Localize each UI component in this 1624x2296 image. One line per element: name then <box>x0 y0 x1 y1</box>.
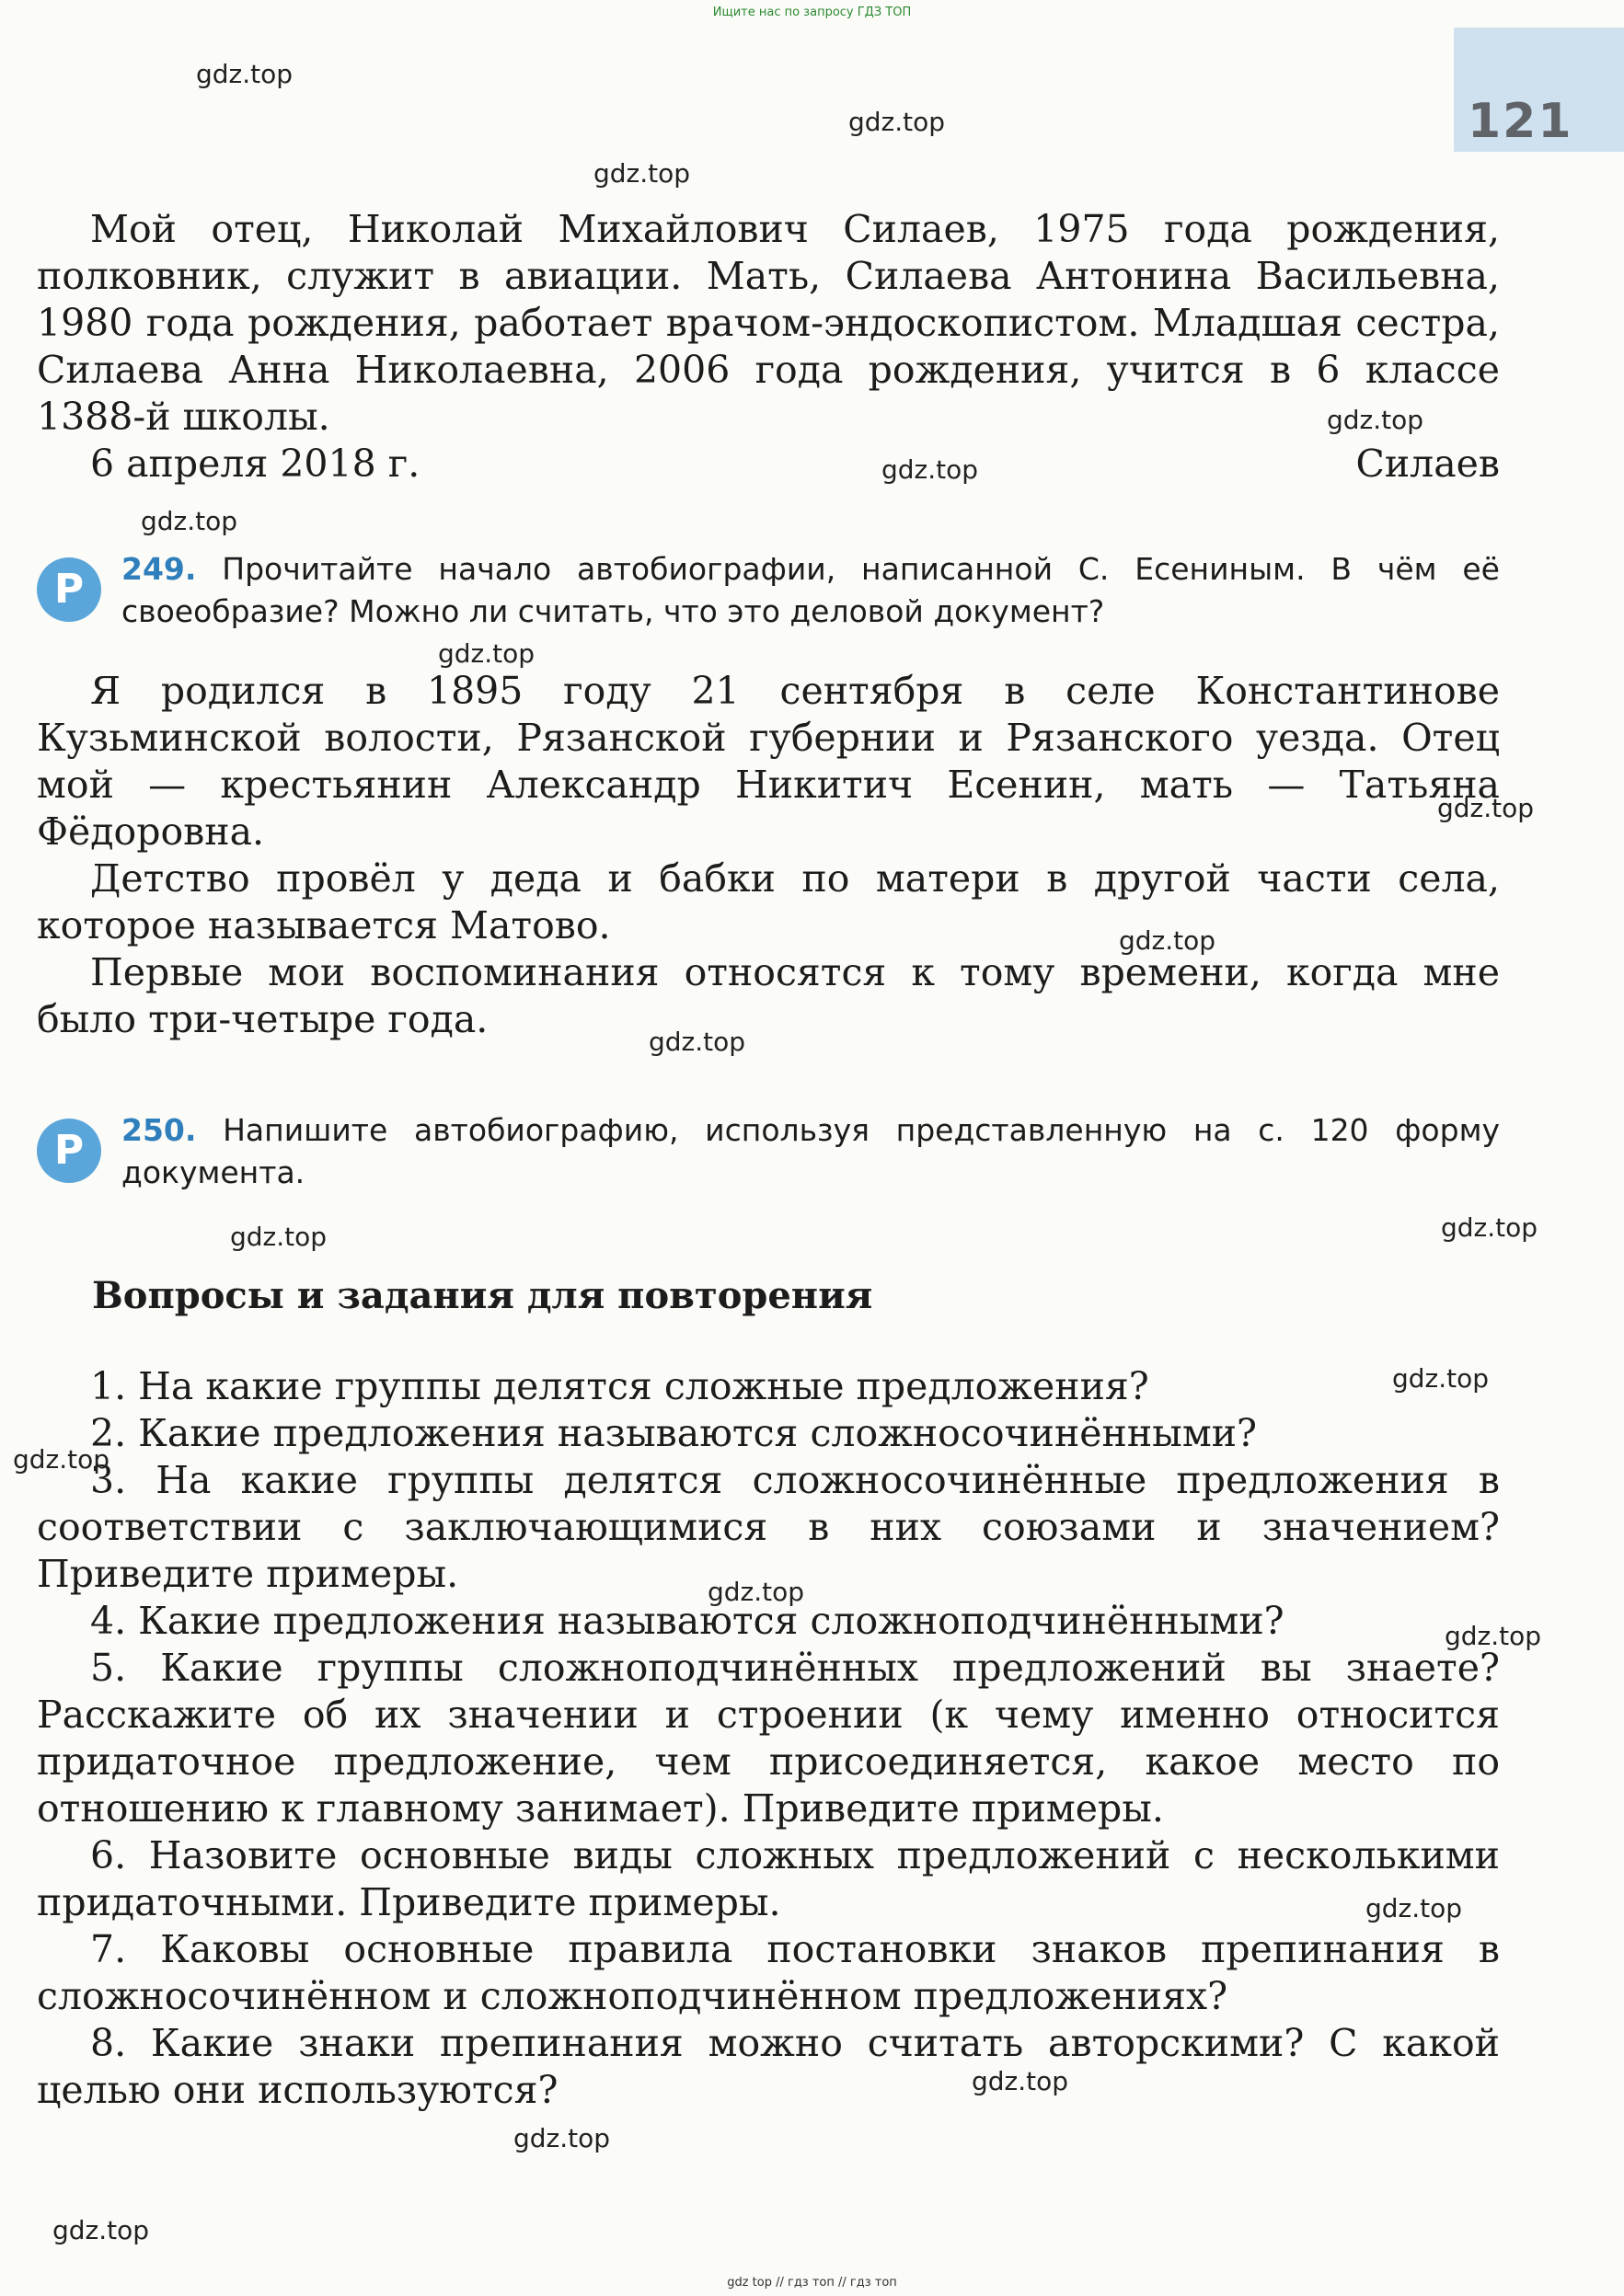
task-250-instruction: Напишите автобиографию, используя представленную на с. 120 форму документа. <box>121 1112 1500 1190</box>
watermark: gdz.top <box>649 1027 746 1057</box>
task-249-number: 249. <box>121 551 197 587</box>
task-250-number: 250. <box>121 1112 197 1148</box>
page-number: 121 <box>1468 94 1573 149</box>
watermark: gdz.top <box>1437 793 1535 823</box>
watermark: gdz.top <box>708 1577 805 1607</box>
watermark: gdz.top <box>230 1222 328 1252</box>
question-1: 1. На какие группы делятся сложные предложения? <box>90 1364 1149 1408</box>
watermark: gdz.top <box>1119 925 1216 956</box>
task-249-text <box>121 548 1500 633</box>
date-signature-line <box>37 441 1500 488</box>
watermark: gdz.top <box>1392 1363 1490 1394</box>
question-7: 7. Каковы основные правила постановки знаков препинания в сложносочинённом и сложноподчинённом предложениях? <box>37 1927 1500 2018</box>
task-250-text <box>121 1109 1500 1194</box>
watermark: gdz.top <box>438 638 536 669</box>
top-search-hint: Ищите нас по запросу ГДЗ ТОП <box>712 6 912 19</box>
watermark: gdz.top <box>13 1444 110 1475</box>
question-6: 6. Назовите основные виды сложных предложений с несколькими придаточными. Приведите примеры. <box>37 1833 1500 1924</box>
watermark: gdz.top <box>593 158 691 189</box>
task-249-instruction: Прочитайте начало автобиографии, написанной С. Есениным. В чём её своеобразие? Можно ли считать, что это деловой документ? <box>121 551 1500 629</box>
watermark: gdz.top <box>1365 1893 1463 1923</box>
watermark: gdz.top <box>52 2215 150 2245</box>
watermark: gdz.top <box>1327 405 1424 435</box>
watermark: gdz.top <box>513 2123 611 2153</box>
watermark: gdz.top <box>1441 1212 1538 1243</box>
bottom-hint: gdz top // гдз топ // гдз топ <box>727 2276 897 2290</box>
document-date: 6 апреля 2018 г. <box>90 442 420 486</box>
autobiography-paragraph: Мой отец, Николай Михайлович Силаев, 1975 года рождения, полковник, служит в авиации. Мать, Силаева Антонина Васильевна, 1980 года рождения, работает врачом-эндоскопистом. Младшая сестра, Силаева Анна Николаевна, 2006 года рождения, учится в 6 классе 1388-й школы. <box>37 207 1500 439</box>
question-5: 5. Какие группы сложноподчинённых предложений вы знаете? Расскажите об их значении и строении (к чему именно относится придаточное предложение, чем присоединяется, какое место по отношению к главному занимает). Приведите примеры. <box>37 1646 1500 1831</box>
esenin-paragraph-3: Первые мои воспоминания относятся к тому времени, когда мне было три-четыре года. <box>37 950 1500 1041</box>
watermark: gdz.top <box>141 506 238 536</box>
watermark: gdz.top <box>196 59 294 89</box>
question-3: 3. На какие группы делятся сложносочинённые предложения в соответствии с заключающимися в них союзами и значением? Приведите примеры. <box>37 1458 1500 1596</box>
esenin-paragraph-1: Я родился в 1895 году 21 сентября в селе Константинове Кузьминской волости, Рязанской губернии и Рязанского уезда. Отец мой — крестьянин Александр Никитич Есенин, мать — Татьяна Фёдоровна. <box>37 669 1500 854</box>
esenin-paragraph-2: Детство провёл у деда и бабки по матери в другой части села, которое называется Матово. <box>37 856 1500 947</box>
question-2: 2. Какие предложения называются сложносочинёнными? <box>90 1411 1258 1455</box>
review-questions <box>37 1363 1500 2114</box>
question-4: 4. Какие предложения называются сложноподчинёнными? <box>90 1599 1284 1643</box>
task-249-badge: Р <box>37 557 101 622</box>
review-heading: Вопросы и задания для повторения <box>92 1274 873 1317</box>
question-8: 8. Какие знаки препинания можно считать авторскими? С какой целью они используются? <box>37 2021 1500 2112</box>
watermark: gdz.top <box>1445 1621 1542 1651</box>
task-249 <box>37 548 1500 649</box>
watermark: gdz.top <box>881 454 979 485</box>
autobiography-fragment <box>37 206 1500 488</box>
esenin-excerpt <box>37 668 1500 1043</box>
task-250 <box>37 1109 1500 1211</box>
watermark: gdz.top <box>972 2066 1069 2096</box>
document-signature: Силаев <box>1355 442 1500 486</box>
task-250-badge: Р <box>37 1119 101 1183</box>
watermark: gdz.top <box>848 107 946 137</box>
